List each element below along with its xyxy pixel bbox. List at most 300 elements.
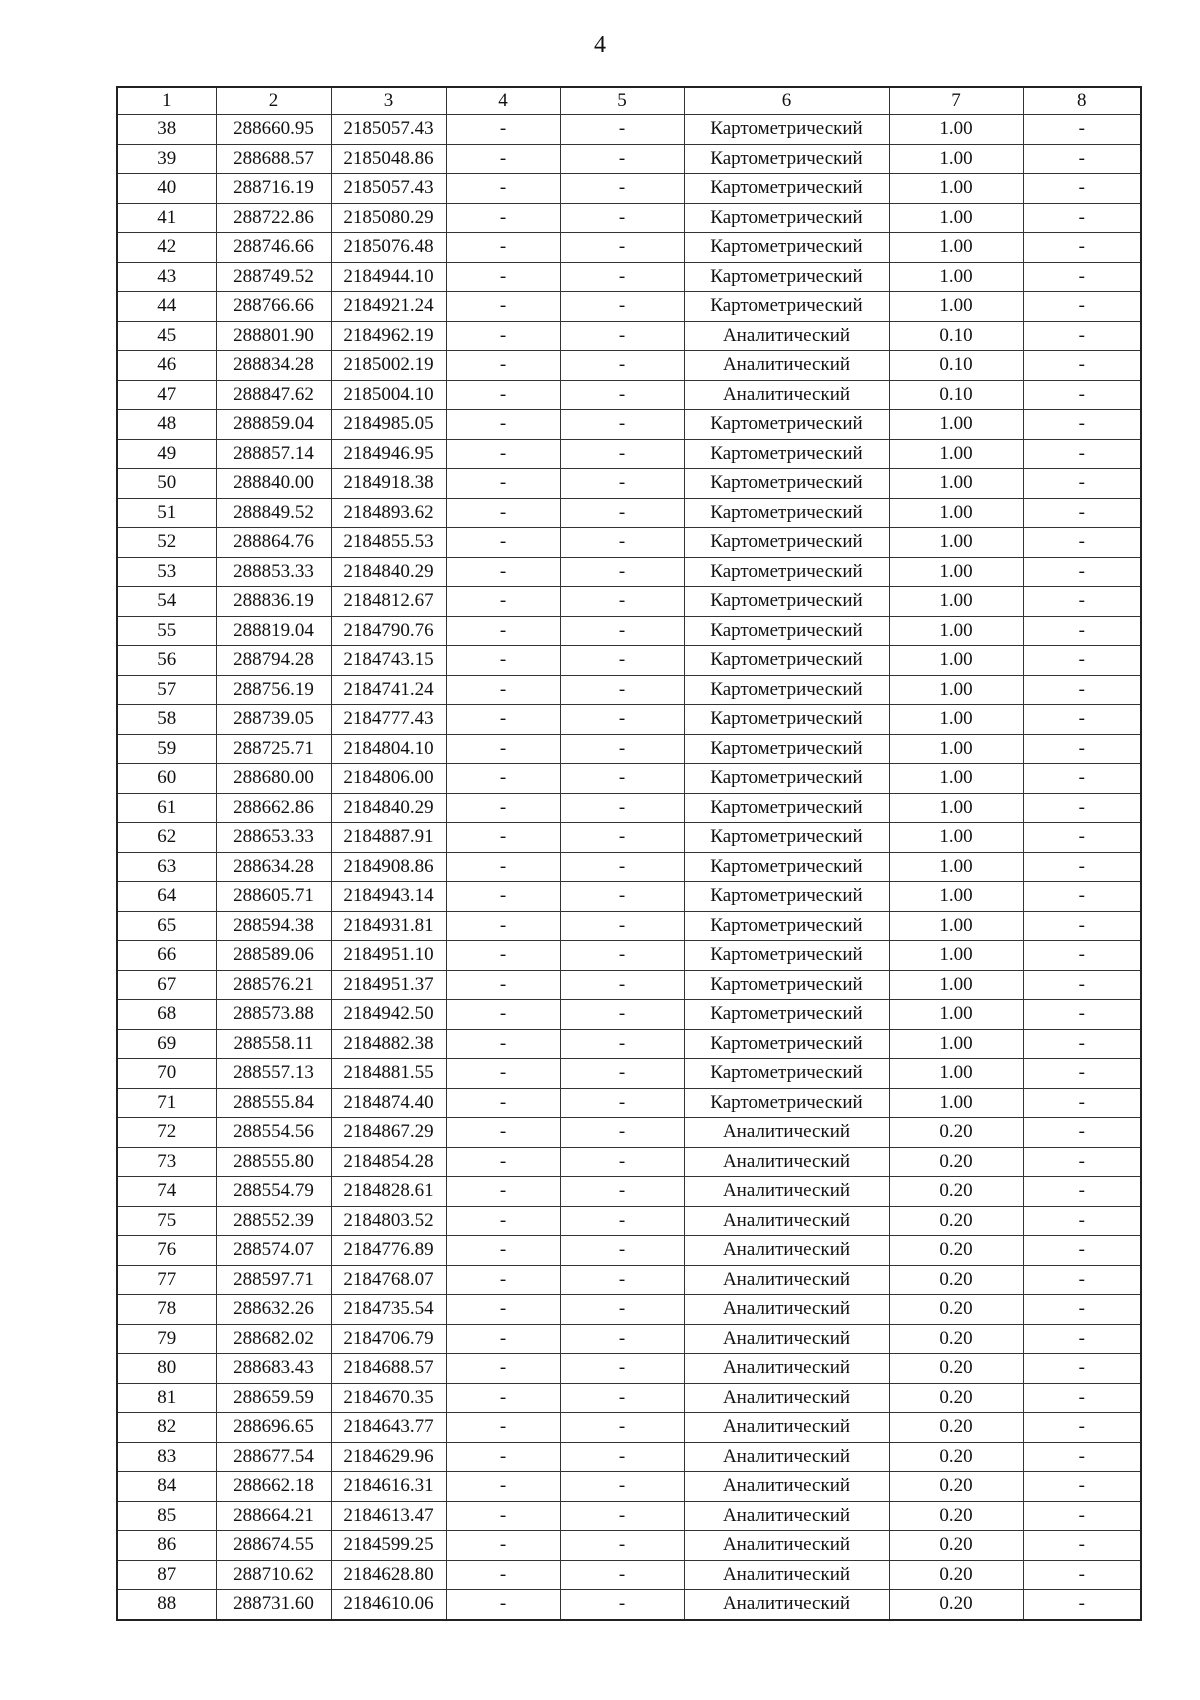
table-row: [117, 410, 1141, 440]
method-cell: Аналитический: [684, 321, 889, 351]
table-row: [117, 233, 1141, 263]
y-coordinate-cell: 2184804.10: [331, 734, 446, 764]
column-4-cell: -: [446, 1177, 560, 1207]
column-4-cell: -: [446, 262, 560, 292]
table-row: [117, 1118, 1141, 1148]
accuracy-cell: 0.20: [889, 1265, 1023, 1295]
column-5-cell: -: [560, 351, 684, 381]
column-8-cell: -: [1023, 705, 1141, 735]
column-header: 3: [331, 87, 446, 115]
column-header: 7: [889, 87, 1023, 115]
accuracy-cell: 0.20: [889, 1147, 1023, 1177]
column-5-cell: -: [560, 646, 684, 676]
x-coordinate-cell: 288662.18: [216, 1472, 331, 1502]
method-cell: Картометрический: [684, 292, 889, 322]
method-cell: Картометрический: [684, 233, 889, 263]
column-8-cell: -: [1023, 203, 1141, 233]
column-4-cell: -: [446, 321, 560, 351]
y-coordinate-cell: 2184828.61: [331, 1177, 446, 1207]
table-row: [117, 882, 1141, 912]
table-row: [117, 1531, 1141, 1561]
x-coordinate-cell: 288659.59: [216, 1383, 331, 1413]
y-coordinate-cell: 2184790.76: [331, 616, 446, 646]
method-cell: Аналитический: [684, 351, 889, 381]
table-row: [117, 1147, 1141, 1177]
x-coordinate-cell: 288554.56: [216, 1118, 331, 1148]
table-row: [117, 262, 1141, 292]
method-cell: Картометрический: [684, 1059, 889, 1089]
column-8-cell: -: [1023, 1560, 1141, 1590]
method-cell: Картометрический: [684, 911, 889, 941]
point-number-cell: 44: [117, 292, 216, 322]
accuracy-cell: 0.20: [889, 1442, 1023, 1472]
column-5-cell: -: [560, 1501, 684, 1531]
x-coordinate-cell: 288853.33: [216, 557, 331, 587]
column-header: 6: [684, 87, 889, 115]
accuracy-cell: 1.00: [889, 1000, 1023, 1030]
column-5-cell: -: [560, 1177, 684, 1207]
accuracy-cell: 1.00: [889, 941, 1023, 971]
method-cell: Картометрический: [684, 616, 889, 646]
table-row: [117, 1265, 1141, 1295]
column-4-cell: -: [446, 115, 560, 145]
y-coordinate-cell: 2185057.43: [331, 115, 446, 145]
x-coordinate-cell: 288710.62: [216, 1560, 331, 1590]
method-cell: Аналитический: [684, 1501, 889, 1531]
column-5-cell: -: [560, 410, 684, 440]
y-coordinate-cell: 2184943.14: [331, 882, 446, 912]
column-8-cell: -: [1023, 970, 1141, 1000]
x-coordinate-cell: 288555.80: [216, 1147, 331, 1177]
column-8-cell: -: [1023, 1531, 1141, 1561]
column-4-cell: -: [446, 1383, 560, 1413]
column-5-cell: -: [560, 380, 684, 410]
table-row: [117, 1029, 1141, 1059]
table-row: [117, 823, 1141, 853]
column-5-cell: -: [560, 852, 684, 882]
point-number-cell: 40: [117, 174, 216, 204]
accuracy-cell: 1.00: [889, 262, 1023, 292]
table-row: [117, 1206, 1141, 1236]
method-cell: Аналитический: [684, 1472, 889, 1502]
point-number-cell: 38: [117, 115, 216, 145]
accuracy-cell: 1.00: [889, 852, 1023, 882]
x-coordinate-cell: 288864.76: [216, 528, 331, 558]
column-5-cell: -: [560, 144, 684, 174]
column-5-cell: -: [560, 1118, 684, 1148]
column-header: 5: [560, 87, 684, 115]
column-4-cell: -: [446, 852, 560, 882]
point-number-cell: 74: [117, 1177, 216, 1207]
accuracy-cell: 0.20: [889, 1118, 1023, 1148]
x-coordinate-cell: 288766.66: [216, 292, 331, 322]
y-coordinate-cell: 2184874.40: [331, 1088, 446, 1118]
table-row: [117, 439, 1141, 469]
point-number-cell: 43: [117, 262, 216, 292]
column-4-cell: -: [446, 616, 560, 646]
column-5-cell: -: [560, 1324, 684, 1354]
point-number-cell: 41: [117, 203, 216, 233]
accuracy-cell: 1.00: [889, 410, 1023, 440]
column-8-cell: -: [1023, 1383, 1141, 1413]
accuracy-cell: 0.20: [889, 1560, 1023, 1590]
column-4-cell: -: [446, 1029, 560, 1059]
y-coordinate-cell: 2184688.57: [331, 1354, 446, 1384]
column-5-cell: -: [560, 1413, 684, 1443]
method-cell: Картометрический: [684, 115, 889, 145]
column-5-cell: -: [560, 1000, 684, 1030]
method-cell: Картометрический: [684, 587, 889, 617]
method-cell: Аналитический: [684, 1206, 889, 1236]
column-5-cell: -: [560, 233, 684, 263]
method-cell: Картометрический: [684, 705, 889, 735]
column-4-cell: -: [446, 1560, 560, 1590]
column-8-cell: -: [1023, 410, 1141, 440]
method-cell: Картометрический: [684, 439, 889, 469]
method-cell: Картометрический: [684, 174, 889, 204]
point-number-cell: 51: [117, 498, 216, 528]
accuracy-cell: 0.20: [889, 1413, 1023, 1443]
method-cell: Картометрический: [684, 469, 889, 499]
column-8-cell: -: [1023, 1118, 1141, 1148]
x-coordinate-cell: 288576.21: [216, 970, 331, 1000]
column-4-cell: -: [446, 1236, 560, 1266]
y-coordinate-cell: 2184881.55: [331, 1059, 446, 1089]
point-number-cell: 56: [117, 646, 216, 676]
x-coordinate-cell: 288574.07: [216, 1236, 331, 1266]
table-row: [117, 646, 1141, 676]
column-8-cell: -: [1023, 587, 1141, 617]
column-5-cell: -: [560, 911, 684, 941]
y-coordinate-cell: 2184882.38: [331, 1029, 446, 1059]
point-number-cell: 62: [117, 823, 216, 853]
table-row: [117, 351, 1141, 381]
y-coordinate-cell: 2184806.00: [331, 764, 446, 794]
table-row: [117, 852, 1141, 882]
column-5-cell: -: [560, 823, 684, 853]
table-row: [117, 380, 1141, 410]
method-cell: Аналитический: [684, 1531, 889, 1561]
point-number-cell: 50: [117, 469, 216, 499]
x-coordinate-cell: 288558.11: [216, 1029, 331, 1059]
table-row: [117, 970, 1141, 1000]
column-5-cell: -: [560, 1472, 684, 1502]
column-4-cell: -: [446, 410, 560, 440]
column-8-cell: -: [1023, 1265, 1141, 1295]
column-5-cell: -: [560, 970, 684, 1000]
x-coordinate-cell: 288801.90: [216, 321, 331, 351]
column-5-cell: -: [560, 321, 684, 351]
y-coordinate-cell: 2184777.43: [331, 705, 446, 735]
accuracy-cell: 0.20: [889, 1324, 1023, 1354]
column-5-cell: -: [560, 174, 684, 204]
table-body: [117, 115, 1141, 1620]
x-coordinate-cell: 288794.28: [216, 646, 331, 676]
column-4-cell: -: [446, 292, 560, 322]
x-coordinate-cell: 288722.86: [216, 203, 331, 233]
column-4-cell: -: [446, 557, 560, 587]
method-cell: Картометрический: [684, 557, 889, 587]
column-8-cell: -: [1023, 262, 1141, 292]
y-coordinate-cell: 2184918.38: [331, 469, 446, 499]
table-row: [117, 292, 1141, 322]
column-4-cell: -: [446, 823, 560, 853]
method-cell: Картометрический: [684, 764, 889, 794]
y-coordinate-cell: 2184599.25: [331, 1531, 446, 1561]
x-coordinate-cell: 288859.04: [216, 410, 331, 440]
point-number-cell: 46: [117, 351, 216, 381]
point-number-cell: 75: [117, 1206, 216, 1236]
point-number-cell: 39: [117, 144, 216, 174]
column-4-cell: -: [446, 734, 560, 764]
y-coordinate-cell: 2184629.96: [331, 1442, 446, 1472]
column-8-cell: -: [1023, 675, 1141, 705]
page-number: 4: [594, 32, 606, 58]
x-coordinate-cell: 288834.28: [216, 351, 331, 381]
column-4-cell: -: [446, 1265, 560, 1295]
column-4-cell: -: [446, 587, 560, 617]
x-coordinate-cell: 288597.71: [216, 1265, 331, 1295]
table-row: [117, 793, 1141, 823]
accuracy-cell: 1.00: [889, 1029, 1023, 1059]
column-4-cell: -: [446, 1295, 560, 1325]
x-coordinate-cell: 288840.00: [216, 469, 331, 499]
method-cell: Картометрический: [684, 882, 889, 912]
x-coordinate-cell: 288836.19: [216, 587, 331, 617]
column-8-cell: -: [1023, 528, 1141, 558]
point-number-cell: 49: [117, 439, 216, 469]
column-4-cell: -: [446, 233, 560, 263]
x-coordinate-cell: 288634.28: [216, 852, 331, 882]
accuracy-cell: 1.00: [889, 764, 1023, 794]
column-4-cell: -: [446, 646, 560, 676]
column-8-cell: -: [1023, 616, 1141, 646]
y-coordinate-cell: 2184616.31: [331, 1472, 446, 1502]
x-coordinate-cell: 288662.86: [216, 793, 331, 823]
x-coordinate-cell: 288660.95: [216, 115, 331, 145]
column-5-cell: -: [560, 705, 684, 735]
table-row: [117, 1000, 1141, 1030]
column-8-cell: -: [1023, 911, 1141, 941]
column-5-cell: -: [560, 587, 684, 617]
y-coordinate-cell: 2184951.10: [331, 941, 446, 971]
x-coordinate-cell: 288589.06: [216, 941, 331, 971]
column-4-cell: -: [446, 351, 560, 381]
header-row: [117, 87, 1141, 115]
accuracy-cell: 1.00: [889, 616, 1023, 646]
y-coordinate-cell: 2184776.89: [331, 1236, 446, 1266]
accuracy-cell: 1.00: [889, 469, 1023, 499]
method-cell: Картометрический: [684, 528, 889, 558]
point-number-cell: 79: [117, 1324, 216, 1354]
x-coordinate-cell: 288731.60: [216, 1590, 331, 1620]
column-4-cell: -: [446, 970, 560, 1000]
y-coordinate-cell: 2184670.35: [331, 1383, 446, 1413]
column-8-cell: -: [1023, 1354, 1141, 1384]
table-row: [117, 1354, 1141, 1384]
point-number-cell: 63: [117, 852, 216, 882]
table-row: [117, 1236, 1141, 1266]
y-coordinate-cell: 2184985.05: [331, 410, 446, 440]
column-8-cell: -: [1023, 1590, 1141, 1620]
column-5-cell: -: [560, 1147, 684, 1177]
method-cell: Аналитический: [684, 1354, 889, 1384]
method-cell: Аналитический: [684, 1118, 889, 1148]
column-8-cell: -: [1023, 1088, 1141, 1118]
table-row: [117, 115, 1141, 145]
accuracy-cell: 1.00: [889, 911, 1023, 941]
column-4-cell: -: [446, 1059, 560, 1089]
table-row: [117, 911, 1141, 941]
point-number-cell: 58: [117, 705, 216, 735]
point-number-cell: 73: [117, 1147, 216, 1177]
column-4-cell: -: [446, 380, 560, 410]
point-number-cell: 72: [117, 1118, 216, 1148]
column-5-cell: -: [560, 1590, 684, 1620]
column-8-cell: -: [1023, 557, 1141, 587]
column-4-cell: -: [446, 1088, 560, 1118]
point-number-cell: 80: [117, 1354, 216, 1384]
column-4-cell: -: [446, 764, 560, 794]
method-cell: Аналитический: [684, 1295, 889, 1325]
column-8-cell: -: [1023, 144, 1141, 174]
table-row: [117, 1383, 1141, 1413]
table-row: [117, 1088, 1141, 1118]
table-row: [117, 675, 1141, 705]
point-number-cell: 70: [117, 1059, 216, 1089]
column-5-cell: -: [560, 1029, 684, 1059]
y-coordinate-cell: 2184812.67: [331, 587, 446, 617]
accuracy-cell: 1.00: [889, 1088, 1023, 1118]
y-coordinate-cell: 2184840.29: [331, 557, 446, 587]
accuracy-cell: 1.00: [889, 734, 1023, 764]
table-row: [117, 1324, 1141, 1354]
column-4-cell: -: [446, 1531, 560, 1561]
column-4-cell: -: [446, 1442, 560, 1472]
column-8-cell: -: [1023, 852, 1141, 882]
table-row: [117, 941, 1141, 971]
method-cell: Картометрический: [684, 410, 889, 440]
method-cell: Картометрический: [684, 498, 889, 528]
y-coordinate-cell: 2184867.29: [331, 1118, 446, 1148]
table-row: [117, 1560, 1141, 1590]
column-8-cell: -: [1023, 1472, 1141, 1502]
method-cell: Аналитический: [684, 1383, 889, 1413]
y-coordinate-cell: 2184931.81: [331, 911, 446, 941]
column-8-cell: -: [1023, 439, 1141, 469]
column-8-cell: -: [1023, 734, 1141, 764]
method-cell: Картометрический: [684, 734, 889, 764]
column-5-cell: -: [560, 1295, 684, 1325]
table-row: [117, 587, 1141, 617]
column-5-cell: -: [560, 1354, 684, 1384]
point-number-cell: 68: [117, 1000, 216, 1030]
column-5-cell: -: [560, 469, 684, 499]
y-coordinate-cell: 2184610.06: [331, 1590, 446, 1620]
column-8-cell: -: [1023, 823, 1141, 853]
column-4-cell: -: [446, 1472, 560, 1502]
method-cell: Картометрический: [684, 941, 889, 971]
method-cell: Картометрический: [684, 1088, 889, 1118]
x-coordinate-cell: 288739.05: [216, 705, 331, 735]
y-coordinate-cell: 2184803.52: [331, 1206, 446, 1236]
y-coordinate-cell: 2184854.28: [331, 1147, 446, 1177]
column-4-cell: -: [446, 911, 560, 941]
x-coordinate-cell: 288746.66: [216, 233, 331, 263]
column-5-cell: -: [560, 292, 684, 322]
column-4-cell: -: [446, 144, 560, 174]
column-5-cell: -: [560, 439, 684, 469]
column-4-cell: -: [446, 1413, 560, 1443]
column-header: 1: [117, 87, 216, 115]
accuracy-cell: 1.00: [889, 439, 1023, 469]
table-row: [117, 616, 1141, 646]
accuracy-cell: 1.00: [889, 557, 1023, 587]
accuracy-cell: 1.00: [889, 675, 1023, 705]
column-8-cell: -: [1023, 321, 1141, 351]
x-coordinate-cell: 288594.38: [216, 911, 331, 941]
point-number-cell: 65: [117, 911, 216, 941]
column-8-cell: -: [1023, 498, 1141, 528]
method-cell: Картометрический: [684, 262, 889, 292]
accuracy-cell: 1.00: [889, 823, 1023, 853]
accuracy-cell: 0.20: [889, 1531, 1023, 1561]
accuracy-cell: 0.10: [889, 380, 1023, 410]
column-4-cell: -: [446, 1000, 560, 1030]
table-row: [117, 203, 1141, 233]
x-coordinate-cell: 288847.62: [216, 380, 331, 410]
column-header: 4: [446, 87, 560, 115]
y-coordinate-cell: 2184643.77: [331, 1413, 446, 1443]
method-cell: Аналитический: [684, 1265, 889, 1295]
point-number-cell: 55: [117, 616, 216, 646]
table-row: [117, 1442, 1141, 1472]
x-coordinate-cell: 288725.71: [216, 734, 331, 764]
point-number-cell: 85: [117, 1501, 216, 1531]
y-coordinate-cell: 2184944.10: [331, 262, 446, 292]
method-cell: Картометрический: [684, 646, 889, 676]
accuracy-cell: 1.00: [889, 1059, 1023, 1089]
column-header: 8: [1023, 87, 1141, 115]
table-row: [117, 469, 1141, 499]
method-cell: Картометрический: [684, 675, 889, 705]
method-cell: Картометрический: [684, 1029, 889, 1059]
accuracy-cell: 1.00: [889, 705, 1023, 735]
accuracy-cell: 1.00: [889, 292, 1023, 322]
x-coordinate-cell: 288573.88: [216, 1000, 331, 1030]
column-5-cell: -: [560, 498, 684, 528]
x-coordinate-cell: 288756.19: [216, 675, 331, 705]
y-coordinate-cell: 2185080.29: [331, 203, 446, 233]
x-coordinate-cell: 288857.14: [216, 439, 331, 469]
column-5-cell: -: [560, 1088, 684, 1118]
column-4-cell: -: [446, 1147, 560, 1177]
point-number-cell: 67: [117, 970, 216, 1000]
column-5-cell: -: [560, 734, 684, 764]
y-coordinate-cell: 2184951.37: [331, 970, 446, 1000]
point-number-cell: 57: [117, 675, 216, 705]
x-coordinate-cell: 288819.04: [216, 616, 331, 646]
y-coordinate-cell: 2184735.54: [331, 1295, 446, 1325]
column-4-cell: -: [446, 1324, 560, 1354]
y-coordinate-cell: 2184840.29: [331, 793, 446, 823]
accuracy-cell: 1.00: [889, 793, 1023, 823]
point-number-cell: 61: [117, 793, 216, 823]
column-5-cell: -: [560, 262, 684, 292]
table-row: [117, 528, 1141, 558]
y-coordinate-cell: 2184942.50: [331, 1000, 446, 1030]
column-4-cell: -: [446, 675, 560, 705]
